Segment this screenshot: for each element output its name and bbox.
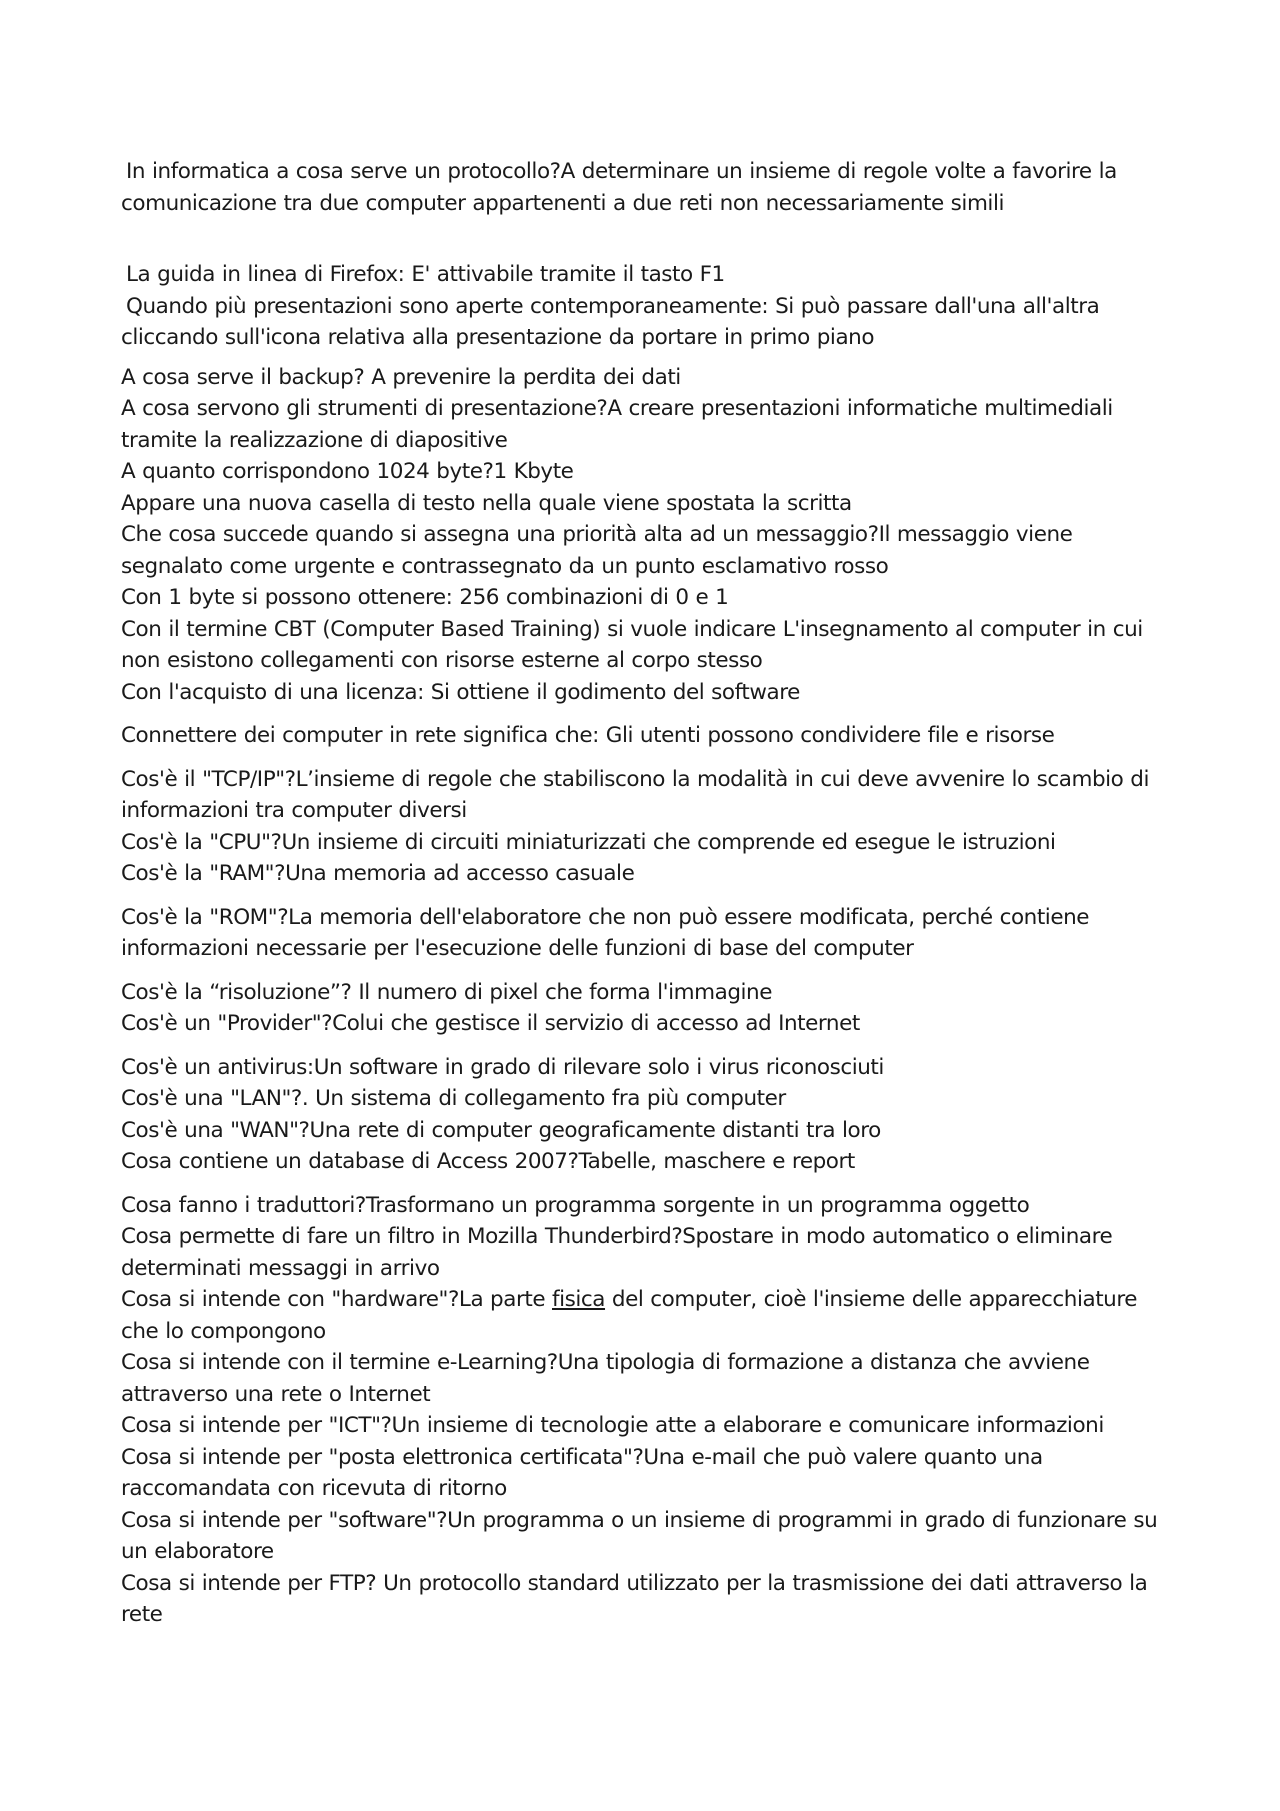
text-block [121,362,1171,709]
paragraph-text: Cosa si intende con "hardware"?La parte [121,1287,553,1312]
paragraph: Con il termine CBT (Computer Based Training) si vuole indicare L'insegnamento al computer in cui non esistono collegamenti con risorse esterne al corpo stesso [121,616,1143,673]
paragraph: Quando più presentazioni sono aperte contemporaneamente: Si può passare dall'una all'altra cliccando sull'icona relativa alla presentazione da portare in primo piano [121,293,1100,350]
text-block [121,1190,1171,1631]
paragraph: Cosa si intende con il termine e-Learning?Una tipologia di formazione a distanza che avviene attraverso una rete o Internet [121,1350,1090,1407]
text-block [121,156,1171,219]
paragraph: A cosa serve il backup? A prevenire la perdita dei dati [121,364,681,390]
paragraph: La guida in linea di Firefox: E' attivabile tramite il tasto F1 [126,262,725,287]
text-block [121,764,1171,890]
paragraph: Cosa si intende per "software"?Un programma o un insieme di programmi in grado di funzionare su un elaboratore [121,1507,1158,1564]
underlined-word: fisica [552,1287,606,1312]
paragraph [121,1284,1171,1347]
text-block [121,902,1171,965]
paragraph: Cos'è una "WAN"?Una rete di computer geograficamente distanti tra loro [121,1117,881,1143]
paragraph-text: del computer, cioè l'insieme delle apparecchiature che lo compongono [121,1287,1138,1344]
paragraph: Cos'è la "ROM"?La memoria dell'elaboratore che non può essere modificata, perché contiene informazioni necessarie per l'esecuzione delle funzioni di base del computer [121,904,1090,961]
paragraph: Cos'è un "Provider"?Colui che gestisce il servizio di accesso ad Internet [121,1011,860,1036]
paragraph: Cos'è una "LAN"?. Un sistema di collegamento fra più computer [121,1086,786,1111]
text-block [121,1052,1171,1178]
paragraph: Cos'è un antivirus:Un software in grado di rilevare solo i virus riconosciuti [121,1054,884,1080]
document-page [121,156,1171,1631]
paragraph: Cosa permette di fare un filtro in Mozilla Thunderbird?Spostare in modo automatico o eliminare determinati messaggi in arrivo [121,1224,1113,1281]
text-block [121,259,1171,354]
paragraph: Con l'acquisto di una licenza: Si ottiene il godimento del software [121,679,800,705]
paragraph: Cosa si intende per "ICT"?Un insieme di tecnologie atte a elaborare e comunicare informazioni [121,1413,1104,1438]
paragraph: Cosa si intende per FTP? Un protocollo standard utilizzato per la trasmissione dei dati attraverso la rete [121,1570,1148,1627]
paragraph: Con 1 byte si possono ottenere: 256 combinazioni di 0 e 1 [121,585,729,610]
paragraph: In informatica a cosa serve un protocollo?A determinare un insieme di regole volte a favorire la comunicazione tra due computer appartenenti a due reti non necessariamente simili [121,159,1117,216]
paragraph: Cos'è la "CPU"?Un insieme di circuiti miniaturizzati che comprende ed esegue le istruzioni [121,829,1056,855]
paragraph: Cosa fanno i traduttori?Trasformano un programma sorgente in un programma oggetto [121,1192,1030,1218]
text-block [121,720,1171,752]
paragraph: A cosa servono gli strumenti di presentazione?A creare presentazioni informatiche multimediali tramite la realizzazione di diapositive [121,396,1113,453]
paragraph: Cosa si intende per "posta elettronica certificata"?Una e-mail che può valere quanto una raccomandata con ricevuta di ritorno [121,1444,1043,1501]
paragraph: Cos'è il "TCP/IP"?L’insieme di regole che stabiliscono la modalità in cui deve avvenire lo scambio di informazioni tra computer diversi [121,766,1149,823]
paragraph: A quanto corrispondono 1024 byte?1 Kbyte [121,459,574,484]
paragraph: Cosa contiene un database di Access 2007?Tabelle, maschere e report [121,1149,855,1174]
paragraph: Connettere dei computer in rete significa che: Gli utenti possono condividere file e risorse [121,723,1055,748]
paragraph: Cos'è la "RAM"?Una memoria ad accesso casuale [121,861,635,886]
text-block [121,977,1171,1040]
paragraph: Cos'è la “risoluzione”? Il numero di pixel che forma l'immagine [121,979,772,1005]
paragraph: Appare una nuova casella di testo nella quale viene spostata la scritta [121,490,852,516]
paragraph: Che cosa succede quando si assegna una priorità alta ad un messaggio?Il messaggio viene segnalato come urgente e contrassegnato da un punto esclamativo rosso [121,522,1073,579]
